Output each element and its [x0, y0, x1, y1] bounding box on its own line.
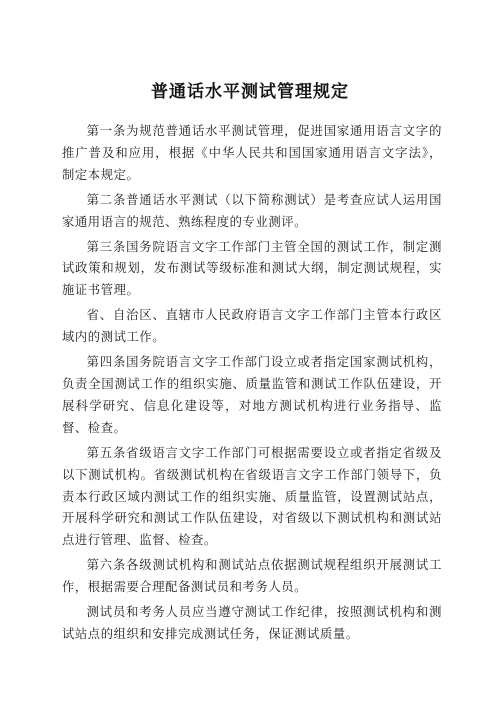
paragraph-article-2: 第二条普通话水平测试（以下简称测试）是考查应试人运用国家通用语言的规范、熟练程度的专业测评。	[62, 192, 442, 229]
paragraph-article-5: 第五条省级语言文字工作部门可根据需要设立或者指定省级及以下测试机构。省级测试机构在省级语言文字工作部门领导下，负责本行政区域内测试工作的组织实施、质量监管，设置测试站点，开展科学研究和测试工作队伍建设，对省级以下测试机构和测试站点进行管理、监督、检查。	[62, 445, 442, 548]
paragraph-article-4: 第四条国务院语言文字工作部门设立或者指定国家测试机构，负责全国测试工作的组织实施、质量监管和测试工作队伍建设，开展科学研究、信息化建设等，对地方测试机构进行业务指导、监督、检查。	[62, 355, 442, 435]
paragraph-article-3: 第三条国务院语言文字工作部门主管全国的测试工作，制定测试政策和规划，发布测试等级标准和测试大纲，制定测试规程，实施证书管理。	[62, 239, 442, 298]
paragraph-article-6: 第六条各级测试机构和测试站点依据测试规程组织开展测试工作，根据需要合理配备测试员和考务人员。	[62, 558, 442, 595]
document-body	[62, 121, 442, 649]
document-title: 普通话水平测试管理规定	[151, 82, 349, 102]
paragraph-article-3-clause-2: 省、自治区、直辖市人民政府语言文字工作部门主管本行政区域内的测试工作。	[62, 308, 442, 345]
paragraph-article-1: 第一条为规范普通话水平测试管理，促进国家通用语言文字的推广普及和应用，根据《中华人民共和国国家通用语言文字法》，制定本规定。	[62, 124, 442, 182]
paragraph-article-6-clause-2: 测试员和考务人员应当遵守测试工作纪律，按照测试机构和测试站点的组织和安排完成测试任务，保证测试质量。	[62, 605, 442, 641]
